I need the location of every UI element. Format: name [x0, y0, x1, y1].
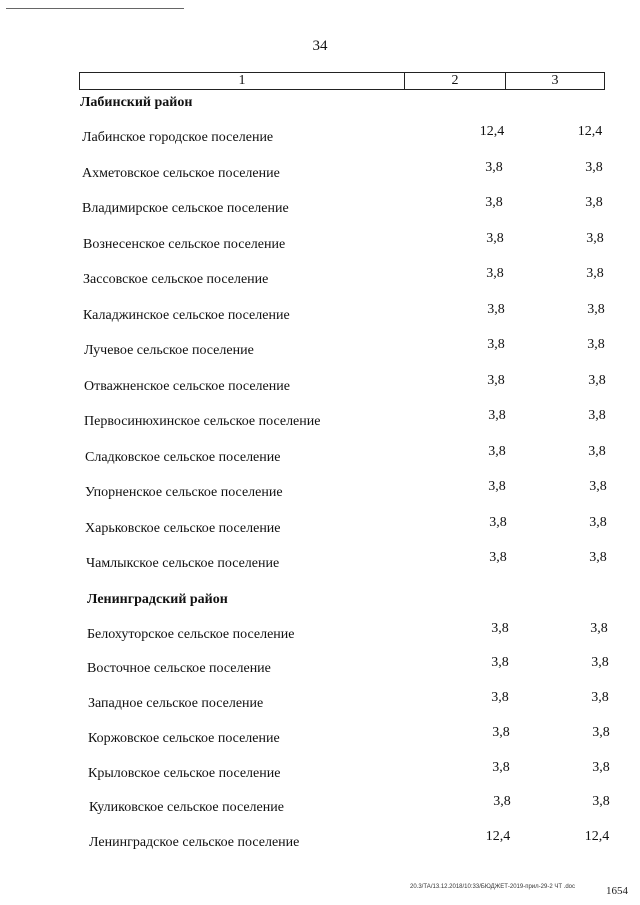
row-name: Крыловское сельское поселение: [88, 766, 281, 781]
row-name: Упорненское сельское поселение: [85, 485, 283, 500]
table-row: [0, 760, 640, 786]
document-footer: 20.3/ТА/13.12.2018/10:33/БЮДЖЕТ-2019-прил-29-2 ЧТ .doc: [410, 884, 575, 890]
row-value-col2: 3,8: [488, 479, 506, 494]
row-value-col3: 3,8: [589, 479, 607, 494]
table-row: [0, 725, 640, 751]
row-value-col2: 3,8: [491, 690, 509, 705]
row-value-col3: 3,8: [592, 760, 610, 775]
row-name: Первосинюхинское сельское поселение: [84, 414, 321, 429]
table-row: [0, 690, 640, 716]
section-title: Ленинградский район: [87, 592, 228, 607]
row-value-col2: 3,8: [488, 444, 506, 459]
row-name: Коржовское сельское поселение: [88, 731, 280, 746]
table-row: [0, 550, 640, 576]
row-value-col3: 12,4: [577, 124, 603, 139]
row-name: Ахметовское сельское поселение: [82, 166, 280, 181]
row-value-col2: 3,8: [489, 550, 507, 565]
table-row: [0, 124, 640, 150]
row-value-col2: 3,8: [487, 302, 505, 317]
row-value-col2: 3,8: [487, 337, 505, 352]
table-row: [0, 515, 640, 541]
table-row: [0, 266, 640, 292]
row-value-col3: 3,8: [588, 444, 606, 459]
row-value-col2: 12,4: [479, 124, 505, 139]
table-row: [0, 829, 640, 855]
row-name: Западное сельское поселение: [88, 696, 264, 711]
header-col-2: 2: [405, 73, 506, 89]
table-row: [0, 655, 640, 681]
row-value-col2: 3,8: [488, 408, 506, 423]
row-value-col2: 3,8: [486, 231, 504, 246]
sheet-stamp-number: 1654: [606, 885, 628, 897]
row-value-col3: 3,8: [585, 160, 603, 175]
table-row: [0, 337, 640, 363]
row-value-col3: 3,8: [589, 515, 607, 530]
row-value-col3: 3,8: [586, 266, 604, 281]
row-value-col3: 3,8: [590, 621, 608, 636]
row-name: Восточное сельское поселение: [87, 661, 271, 676]
row-value-col2: 12,4: [485, 829, 511, 844]
row-value-col3: 3,8: [586, 231, 604, 246]
header-col-3: 3: [551, 73, 559, 88]
section-title: Лабинский район: [80, 95, 193, 110]
row-name: Каладжинское сельское поселение: [83, 308, 290, 323]
row-value-col2: 3,8: [491, 655, 509, 670]
table-row: [0, 231, 640, 257]
row-name: Чамлыкское сельское поселение: [86, 556, 280, 571]
table-row: [0, 621, 640, 647]
row-value-col3: 3,8: [592, 794, 610, 809]
row-value-col2: 3,8: [492, 760, 510, 775]
row-value-col2: 3,8: [489, 515, 507, 530]
row-value-col2: 3,8: [491, 621, 509, 636]
row-name: Лучевое сельское поселение: [84, 343, 254, 358]
row-value-col3: 3,8: [588, 408, 606, 423]
header-col-1: 1: [80, 73, 405, 89]
row-name: Владимирское сельское поселение: [82, 201, 289, 216]
table-row: [0, 794, 640, 820]
row-name: Харьковское сельское поселение: [85, 521, 281, 536]
row-value-col3: 3,8: [591, 655, 609, 670]
row-value-col3: 3,8: [589, 550, 607, 565]
row-name: Сладковское сельское поселение: [85, 450, 281, 465]
row-value-col2: 3,8: [485, 195, 503, 210]
row-value-col2: 3,8: [493, 794, 511, 809]
table-row: [0, 373, 640, 399]
row-value-col3: 3,8: [592, 725, 610, 740]
row-name: Куликовское сельское поселение: [89, 800, 284, 815]
row-value-col3: 3,8: [587, 337, 605, 352]
table-row: [0, 302, 640, 328]
row-value-col2: 3,8: [485, 160, 503, 175]
row-value-col3: 3,8: [587, 302, 605, 317]
row-name: Отважненское сельское поселение: [84, 379, 290, 394]
table-header: [79, 72, 605, 90]
table-row: [0, 479, 640, 505]
page-number: 34: [312, 38, 328, 54]
top-border-line: [6, 8, 184, 9]
row-value-col3: 3,8: [588, 373, 606, 388]
row-value-col2: 3,8: [487, 373, 505, 388]
row-name: Вознесенское сельское поселение: [83, 237, 286, 252]
table-row: [0, 408, 640, 434]
table-row: [0, 444, 640, 470]
table-row: [0, 160, 640, 186]
row-name: Белохуторское сельское поселение: [87, 627, 295, 642]
row-name: Зассовское сельское поселение: [83, 272, 269, 287]
row-value-col3: 3,8: [585, 195, 603, 210]
table-row: [0, 195, 640, 221]
row-name: Лабинское городское поселение: [82, 130, 274, 145]
row-value-col2: 3,8: [486, 266, 504, 281]
row-name: Ленинградское сельское поселение: [89, 835, 300, 850]
row-value-col2: 3,8: [492, 725, 510, 740]
row-value-col3: 3,8: [591, 690, 609, 705]
row-value-col3: 12,4: [584, 829, 610, 844]
